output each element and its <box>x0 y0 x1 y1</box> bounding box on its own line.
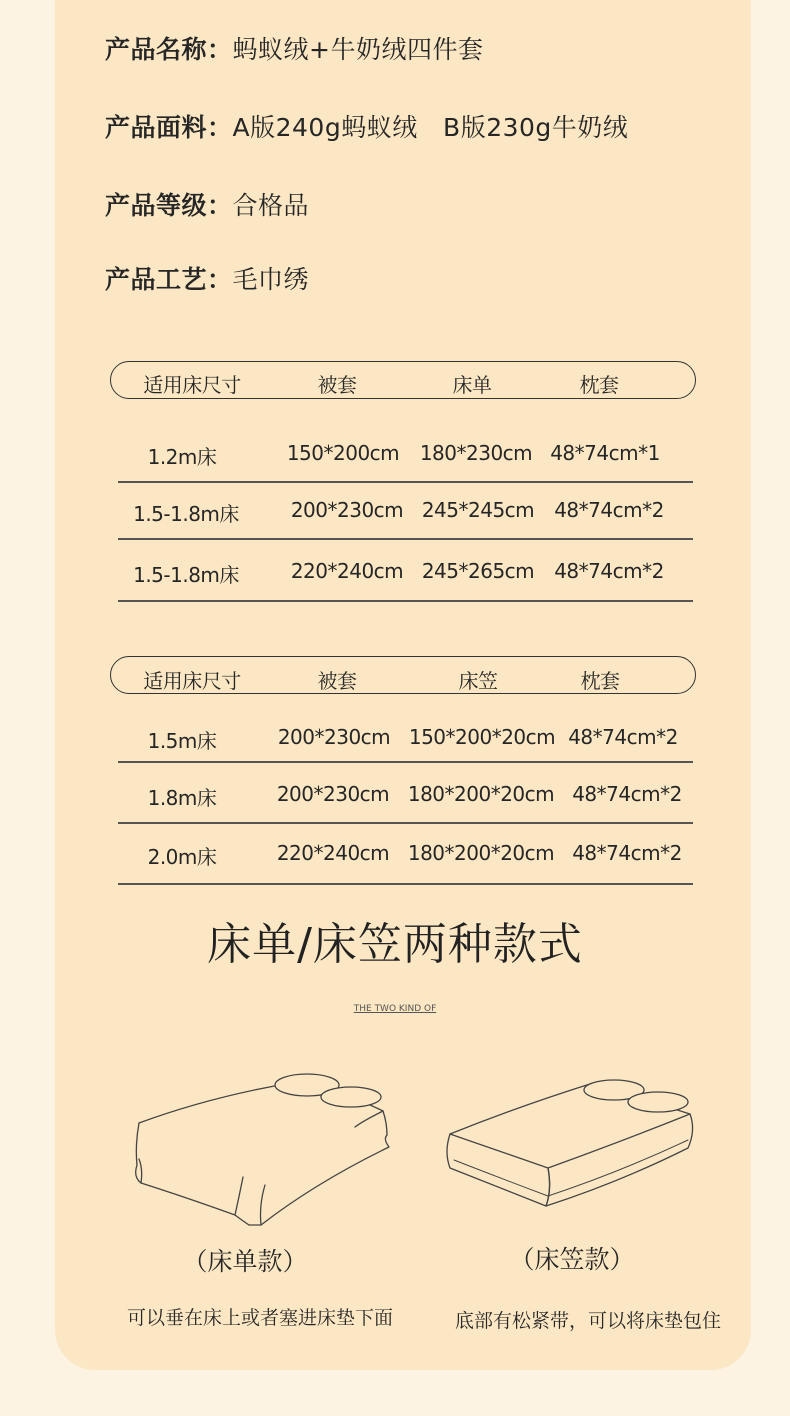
table-cell: 48*74cm*2 <box>572 782 682 806</box>
spec-value: 蚂蚁绒+牛奶绒四件套 <box>232 35 484 64</box>
row-divider <box>118 600 693 602</box>
table-cell: 48*74cm*2 <box>568 725 678 749</box>
spec-value: 合格品 <box>232 191 310 220</box>
flat-sheet-caption: 可以垂在床上或者塞进床垫下面 <box>126 1307 394 1329</box>
spec-key: 产品名称： <box>105 35 233 64</box>
spec-key: 产品工艺： <box>105 265 233 294</box>
table-cell: 48*74cm*1 <box>550 441 660 465</box>
table-cell: 1.8m床 <box>147 786 217 810</box>
table-cell: 200*230cm <box>290 498 404 522</box>
fitted-sheet-label: （床笠款） <box>509 1245 635 1274</box>
spec-key: 产品等级： <box>105 191 233 220</box>
table1-header-sheet: 床单 <box>452 373 492 397</box>
row-divider <box>118 883 693 885</box>
spec-line-craft <box>105 260 309 296</box>
table2-header-pillow: 枕套 <box>580 669 620 693</box>
row-divider <box>118 761 693 763</box>
fitted-sheet-caption: 底部有松紧带，可以将床垫包住 <box>454 1310 722 1332</box>
section-subtitle: THE TWO KIND OF <box>353 1004 437 1014</box>
table2-header-duvet: 被套 <box>317 669 357 693</box>
table2-header-size: 适用床尺寸 <box>143 669 241 693</box>
flat-sheet-illustration <box>125 1065 400 1230</box>
table-cell: 48*74cm*2 <box>554 498 664 522</box>
table2-header-fitted: 床笠 <box>458 669 498 693</box>
table1-header-size: 适用床尺寸 <box>143 373 241 397</box>
table-cell: 48*74cm*2 <box>572 841 682 865</box>
spec-value: 毛巾绣 <box>232 265 310 294</box>
spec-key: 产品面料： <box>105 113 233 142</box>
fitted-sheet-illustration <box>440 1072 700 1212</box>
table-cell: 2.0m床 <box>147 845 217 869</box>
table-cell: 180*230cm <box>419 441 533 465</box>
table-cell: 200*230cm <box>276 782 390 806</box>
table-cell: 1.5-1.8m床 <box>133 502 239 526</box>
table-cell: 1.2m床 <box>147 445 217 469</box>
table-cell: 245*245cm <box>421 498 535 522</box>
flat-sheet-label: （床单款） <box>182 1247 308 1276</box>
spec-line-name <box>105 30 483 66</box>
table-cell: 220*240cm <box>276 841 390 865</box>
spec-line-grade <box>105 186 309 222</box>
spec-value: A版240g蚂蚁绒 B版230g牛奶绒 <box>232 113 629 142</box>
table-cell: 180*200*20cm <box>407 782 555 806</box>
table-cell: 150*200*20cm <box>408 725 556 749</box>
table-cell: 180*200*20cm <box>407 841 555 865</box>
table1-header-duvet: 被套 <box>317 373 357 397</box>
table-cell: 245*265cm <box>421 559 535 583</box>
table-cell: 1.5-1.8m床 <box>133 563 239 587</box>
table-cell: 150*200cm <box>286 441 400 465</box>
row-divider <box>118 822 693 824</box>
spec-line-fabric <box>105 108 628 144</box>
table-cell: 200*230cm <box>277 725 391 749</box>
section-title: 床单/床笠两种款式 <box>207 919 583 970</box>
table-cell: 1.5m床 <box>147 729 217 753</box>
row-divider <box>118 538 693 540</box>
table-cell: 48*74cm*2 <box>554 559 664 583</box>
table-cell: 220*240cm <box>290 559 404 583</box>
row-divider <box>118 481 693 483</box>
table1-header-pillow: 枕套 <box>579 373 619 397</box>
